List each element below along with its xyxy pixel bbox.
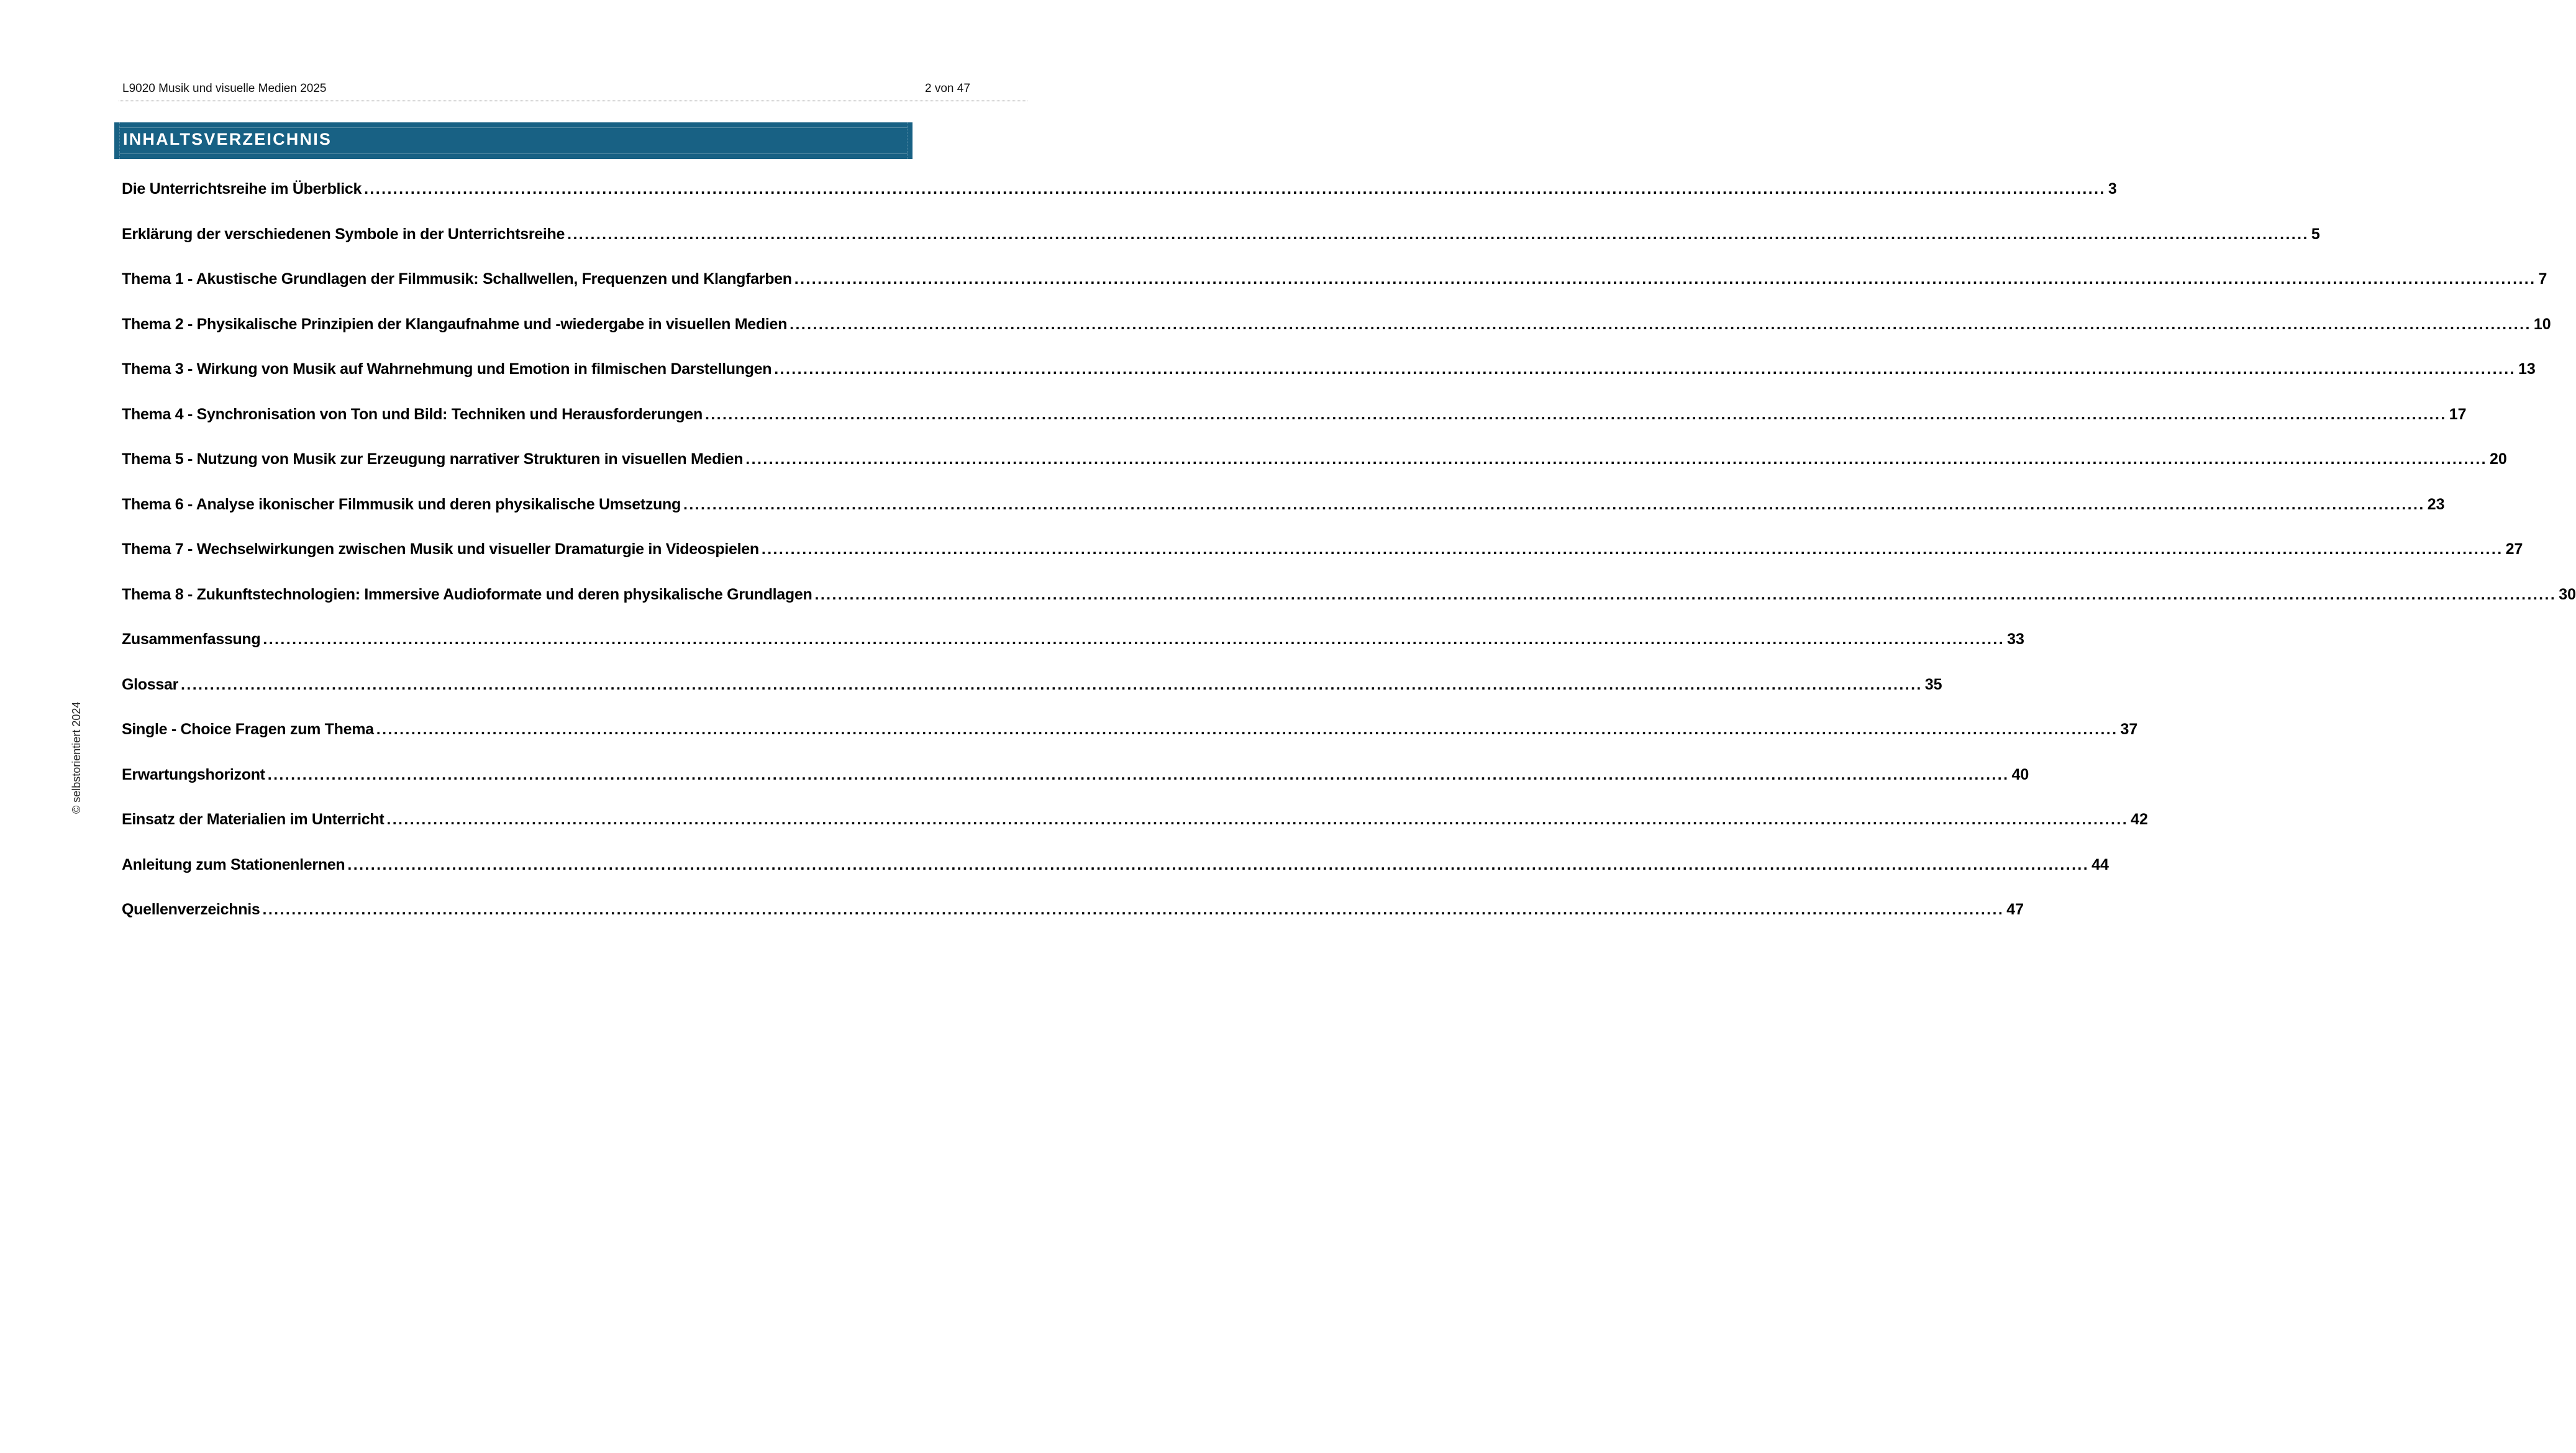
toc-entry[interactable] xyxy=(122,811,2148,856)
toc-entry-title: Thema 5 - Nutzung von Musik zur Erzeugung narrativer Strukturen in visuellen Medien xyxy=(122,450,744,468)
toc-dot-leader: ............................................................................................................................................................................................................................................................................................................ xyxy=(567,225,2309,243)
toc-dot-leader: ............................................................................................................................................................................................................................................................................................................ xyxy=(814,585,2557,603)
toc-dot-leader: ............................................................................................................................................................................................................................................................................................................ xyxy=(376,721,2118,738)
toc-entry[interactable] xyxy=(122,495,2445,541)
toc-entry-page-number: 37 xyxy=(2120,721,2138,738)
document-title: L9020 Musik und visuelle Medien 2025 xyxy=(122,82,327,95)
toc-entry-title: Thema 1 - Akustische Grundlagen der Filmmusik: Schallwellen, Frequenzen und Klangfarben xyxy=(122,270,792,288)
toc-entry-page-number: 47 xyxy=(2006,901,2024,918)
toc-dot-leader: ............................................................................................................................................................................................................................................................................................................ xyxy=(263,631,2005,648)
toc-entry[interactable] xyxy=(122,855,2109,901)
toc-entry[interactable] xyxy=(122,765,2029,811)
toc-entry-title: Thema 7 - Wechselwirkungen zwischen Musik und visueller Dramaturgie in Videospielen xyxy=(122,540,759,558)
toc-dot-leader: ............................................................................................................................................................................................................................................................................................................ xyxy=(790,315,2531,333)
toc-dot-leader: ............................................................................................................................................................................................................................................................................................................ xyxy=(262,901,2005,918)
page-header xyxy=(119,80,1027,101)
toc-entry[interactable] xyxy=(122,405,2467,451)
copyright-notice: © selbstorientiert 2024 xyxy=(70,701,83,814)
toc-entry-page-number: 40 xyxy=(2011,765,2029,783)
toc-entry-title: Thema 3 - Wirkung von Musik auf Wahrnehmung und Emotion in filmischen Darstellungen xyxy=(122,360,772,378)
toc-entry[interactable] xyxy=(122,225,2320,271)
toc-entry-page-number: 35 xyxy=(1924,675,1942,693)
toc-dot-leader: ............................................................................................................................................................................................................................................................................................................ xyxy=(745,450,2488,468)
toc-entry-page-number: 7 xyxy=(2538,270,2547,288)
toc-entry[interactable] xyxy=(122,450,2507,496)
toc-entry[interactable] xyxy=(122,360,2536,406)
toc-dot-leader: ............................................................................................................................................................................................................................................................................................................ xyxy=(704,405,2447,423)
toc-entry[interactable] xyxy=(122,270,2547,316)
toc-entry-page-number: 33 xyxy=(2007,631,2024,648)
toc-entry-title: Quellenverzeichnis xyxy=(122,901,260,918)
toc-entry-page-number: 20 xyxy=(2490,450,2507,468)
toc-dot-leader: ............................................................................................................................................................................................................................................................................................................ xyxy=(267,765,2009,783)
toc-entry-page-number: 30 xyxy=(2559,585,2576,603)
toc-entry-title: Zusammenfassung xyxy=(122,631,261,648)
toc-entry-page-number: 13 xyxy=(2518,360,2536,378)
toc-entry-title: Einsatz der Materialien im Unterricht xyxy=(122,811,385,828)
toc-entry-title: Thema 2 - Physikalische Prinzipien der Klangaufnahme und -wiedergabe in visuellen Medien xyxy=(122,315,788,333)
toc-entry-page-number: 23 xyxy=(2427,495,2445,513)
toc-entry-title: Anleitung zum Stationenlernen xyxy=(122,855,345,873)
toc-entry-page-number: 44 xyxy=(2091,855,2109,873)
toc-entry-title: Thema 6 - Analyse ikonischer Filmmusik und deren physikalische Umsetzung xyxy=(122,495,681,513)
toc-entry[interactable] xyxy=(122,631,2024,676)
toc-dot-leader: ............................................................................................................................................................................................................................................................................................................ xyxy=(364,180,2106,198)
toc-entry[interactable] xyxy=(122,721,2138,766)
toc-entry[interactable] xyxy=(122,901,2024,946)
toc-heading: INHALTSVERZEICHNIS xyxy=(123,130,332,148)
toc-entry-title: Single - Choice Fragen zum Thema xyxy=(122,721,374,738)
toc-dot-leader: ............................................................................................................................................................................................................................................................................................................ xyxy=(761,540,2503,558)
toc-dot-leader: ............................................................................................................................................................................................................................................................................................................ xyxy=(386,811,2129,828)
toc-entry-page-number: 27 xyxy=(2505,540,2523,558)
toc-entry-title: Erklärung der verschiedenen Symbole in der Unterrichtsreihe xyxy=(122,225,565,243)
toc-entry[interactable] xyxy=(122,315,2551,361)
toc-entry-title: Glossar xyxy=(122,675,179,693)
toc-entry-title: Die Unterrichtsreihe im Überblick xyxy=(122,180,362,198)
table-of-contents xyxy=(122,180,2576,946)
toc-entry-page-number: 10 xyxy=(2533,315,2551,333)
toc-entry-page-number: 3 xyxy=(2108,180,2117,198)
toc-entry-title: Thema 4 - Synchronisation von Ton und Bild: Techniken und Herausforderungen xyxy=(122,405,703,423)
toc-dot-leader: ............................................................................................................................................................................................................................................................................................................ xyxy=(683,495,2425,513)
toc-dot-leader: ............................................................................................................................................................................................................................................................................................................ xyxy=(794,270,2536,288)
toc-dot-leader: ............................................................................................................................................................................................................................................................................................................ xyxy=(774,360,2516,378)
toc-entry-page-number: 17 xyxy=(2449,405,2467,423)
toc-entry[interactable] xyxy=(122,540,2523,586)
toc-dot-leader: ............................................................................................................................................................................................................................................................................................................ xyxy=(347,855,2090,873)
toc-heading-bar xyxy=(114,122,913,159)
toc-entry[interactable] xyxy=(122,585,2576,631)
toc-entry[interactable] xyxy=(122,180,2117,225)
toc-entry-title: Thema 8 - Zukunftstechnologien: Immersive Audioformate und deren physikalische Grundlagen xyxy=(122,585,812,603)
toc-entry-title: Erwartungshorizont xyxy=(122,765,265,783)
toc-dot-leader: ............................................................................................................................................................................................................................................................................................................ xyxy=(181,675,1923,693)
toc-entry[interactable] xyxy=(122,675,1942,721)
page-indicator: 2 von 47 xyxy=(925,82,970,95)
toc-entry-page-number: 42 xyxy=(2131,811,2148,828)
toc-entry-page-number: 5 xyxy=(2311,225,2320,243)
